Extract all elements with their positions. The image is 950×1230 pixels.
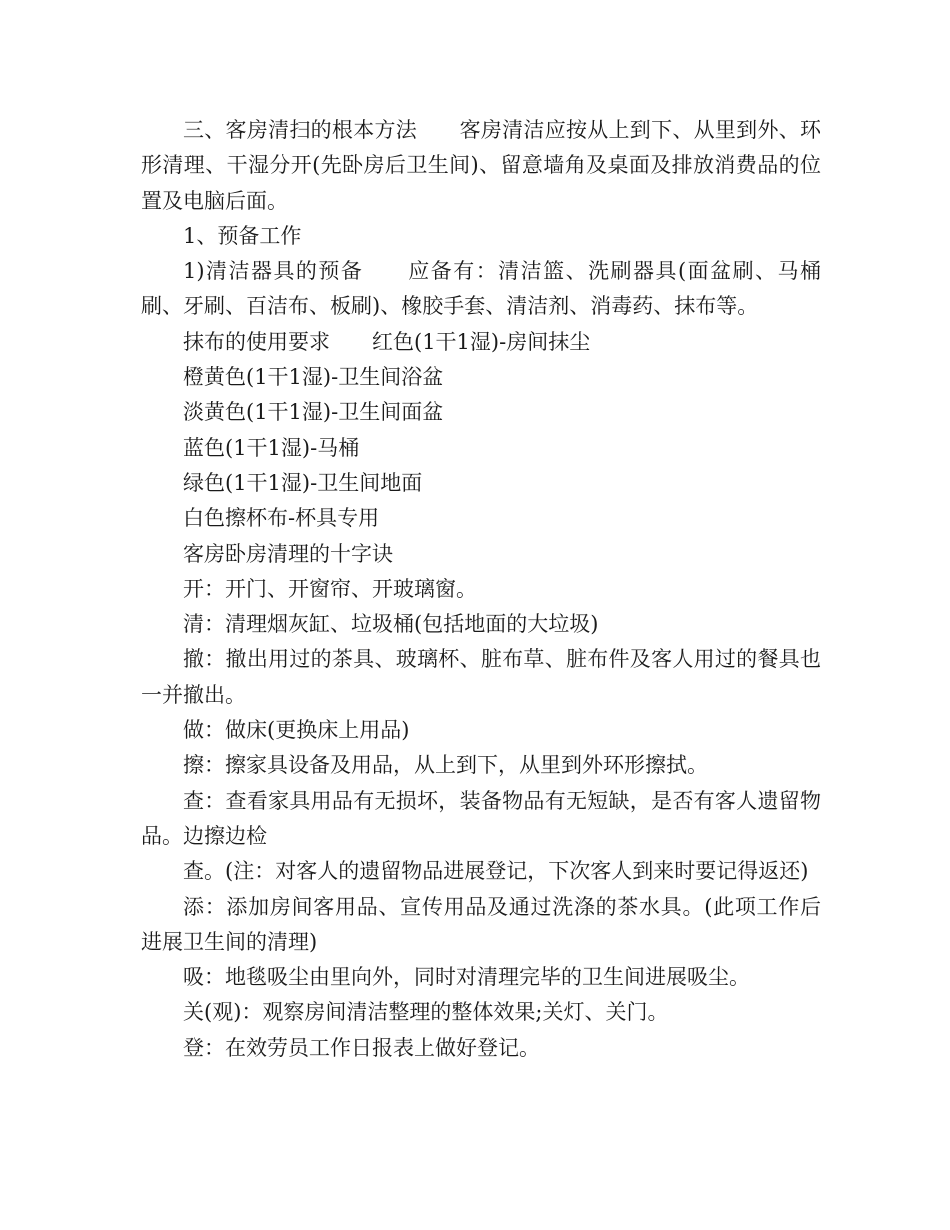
paragraph-cloth-orange: 橙黄色(1干1湿)-卫生间浴盆 [183, 365, 444, 390]
paragraph-clear: 清：清理烟灰缸、垃圾桶(包括地面的大垃圾) [183, 612, 599, 637]
paragraph-check: 查：查看家具用品有无损坏，装备物品有无短缺，是否有客人遗留物品。边擦边检 [141, 788, 821, 848]
paragraph-check-note: 查。(注：对客人的遗留物品进展登记，下次客人到来时要记得返还) [183, 859, 809, 884]
paragraph-cloth-green: 绿色(1干1湿)-卫生间地面 [183, 470, 423, 495]
paragraph-cloth-white: 白色擦杯布-杯具专用 [183, 506, 380, 531]
paragraph-cloth-blue: 蓝色(1干1湿)-马桶 [183, 435, 360, 460]
paragraph-preparation-heading: 1、预备工作 [183, 223, 302, 248]
paragraph-cloth-light-yellow: 淡黄色(1干1湿)-卫生间面盆 [183, 400, 444, 425]
paragraph-remove: 撤：撤出用过的茶具、玻璃杯、脏布草、脏布件及客人用过的餐具也一并撤出。 [141, 647, 821, 707]
paragraph-make-bed: 做：做床(更换床上用品) [183, 718, 410, 743]
paragraph-cleaning-tools: 1)清洁器具的预备 应备有：清洁篮、洗刷器具(面盆刷、马桶刷、牙刷、百洁布、板刷)、橡胶手套、清洁剂、消毒药、抹布等。 [141, 259, 821, 319]
paragraph-wipe: 擦：擦家具设备及用品，从上到下，从里到外环形擦拭。 [183, 753, 708, 778]
paragraph-ten-word-formula: 客房卧房清理的十字诀 [183, 541, 393, 566]
paragraph-cloth-usage-red: 抹布的使用要求 红色(1干1湿)-房间抹尘 [183, 329, 591, 354]
paragraph-close-observe: 关(观)：观察房间清洁整理的整体效果;关灯、关门。 [183, 1000, 669, 1025]
paragraph-vacuum: 吸：地毯吸尘由里向外，同时对清理完毕的卫生间进展吸尘。 [183, 965, 750, 990]
paragraph-register: 登：在效劳员工作日报表上做好登记。 [183, 1035, 540, 1060]
paragraph-open: 开：开门、开窗帘、开玻璃窗。 [183, 576, 477, 601]
document-body [141, 113, 821, 1066]
paragraph-room-cleaning-method: 三、客房清扫的根本方法 客房清洁应按从上到下、从里到外、环形清理、干湿分开(先卧房后卫生间)、留意墙角及桌面及排放消费品的位置及电脑后面。 [141, 118, 821, 213]
paragraph-add: 添：添加房间客用品、宣传用品及通过洗涤的茶水具。(此项工作后进展卫生间的清理) [141, 894, 821, 954]
